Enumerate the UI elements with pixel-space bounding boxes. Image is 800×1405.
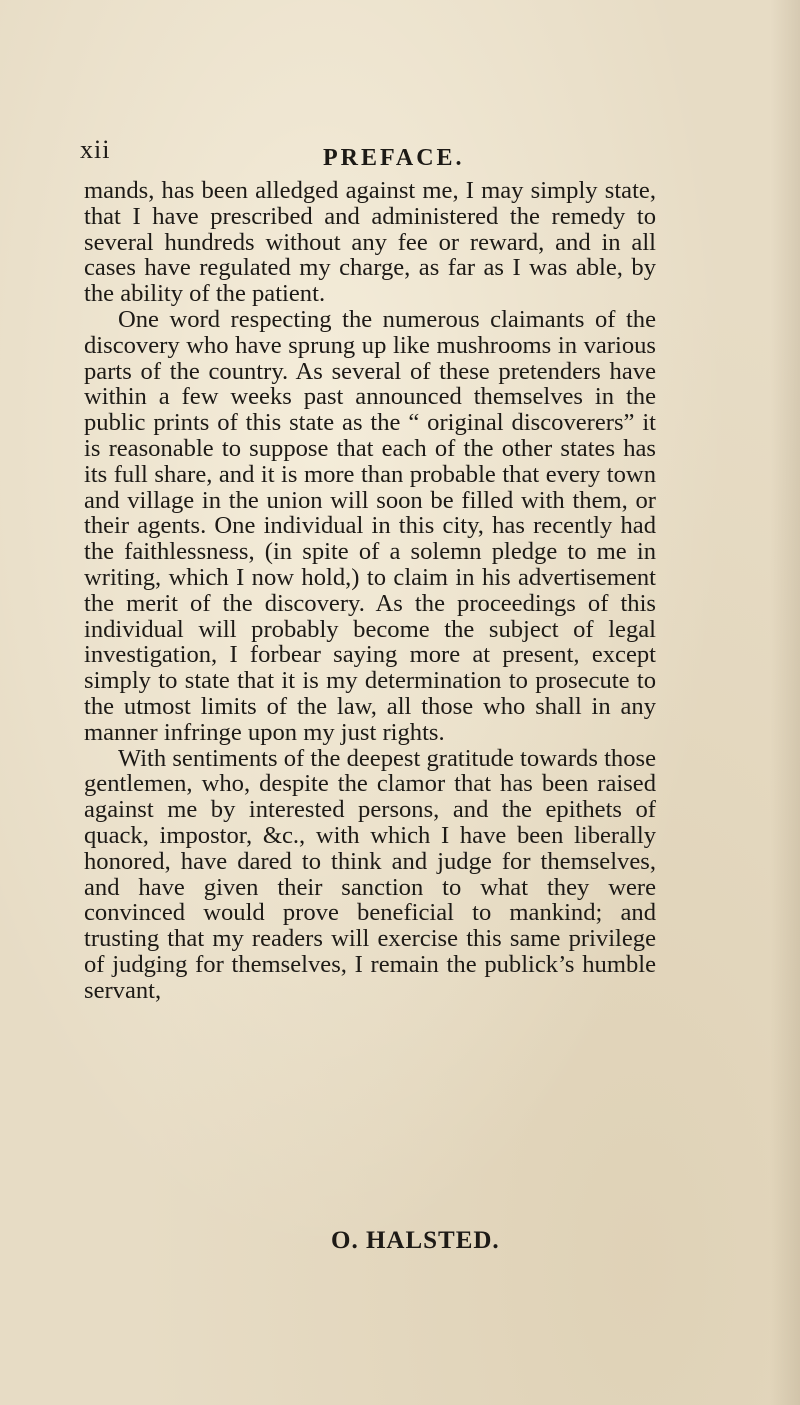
author-signature: O. HALSTED. [331,1227,500,1254]
page-header [80,135,680,175]
page-number: xii [80,135,111,164]
paragraph-claimants: One word respecting the numerous claimants of the discovery who have sprung up like mushrooms in various parts of the country. As several of these pretenders have within a few weeks past announced themselves in the public prints of this state as the “ original discoverers” it is reasonable to suppose that each of the other states has its full share, and it is more than probable that every town and village in the union will soon be filled with them, or their agents. One individual in this city, has recently had the faithlessness, (in spite of a solemn pledge to me in writing, which I now hold,) to claim in his advertisement the merit of the discovery. As the proceedings of this individual will probably become the subject of legal investigation, I forbear saying more at present, except simply to state that it is my determination to prosecute to the utmost limits of the law, all those who shall in any manner infringe upon my just rights. [84,305,656,746]
paragraph-gratitude: With sentiments of the deepest gratitude towards those gentlemen, who, despite the clamor that has been raised against me by interested persons, and the epithets of quack, impostor, &c., with which I have been liberally honored, have dared to think and judge for themselves, and have given their sanction to what they were convinced would prove beneficial to mankind; and trusting that my readers will exercise this same privilege of judging for themselves, I remain the publick’s humble servant, [84,744,656,1004]
paragraph-continued: mands, has been alledged against me, I may simply state, that I have prescribed and administered the remedy to several hundreds without any fee or reward, and in all cases have regulated my charge, as far as I was able, by the ability of the patient. [84,177,656,308]
body-text [84,178,656,1004]
page-edge-shading [770,0,800,1405]
running-head: PREFACE. [323,145,465,171]
